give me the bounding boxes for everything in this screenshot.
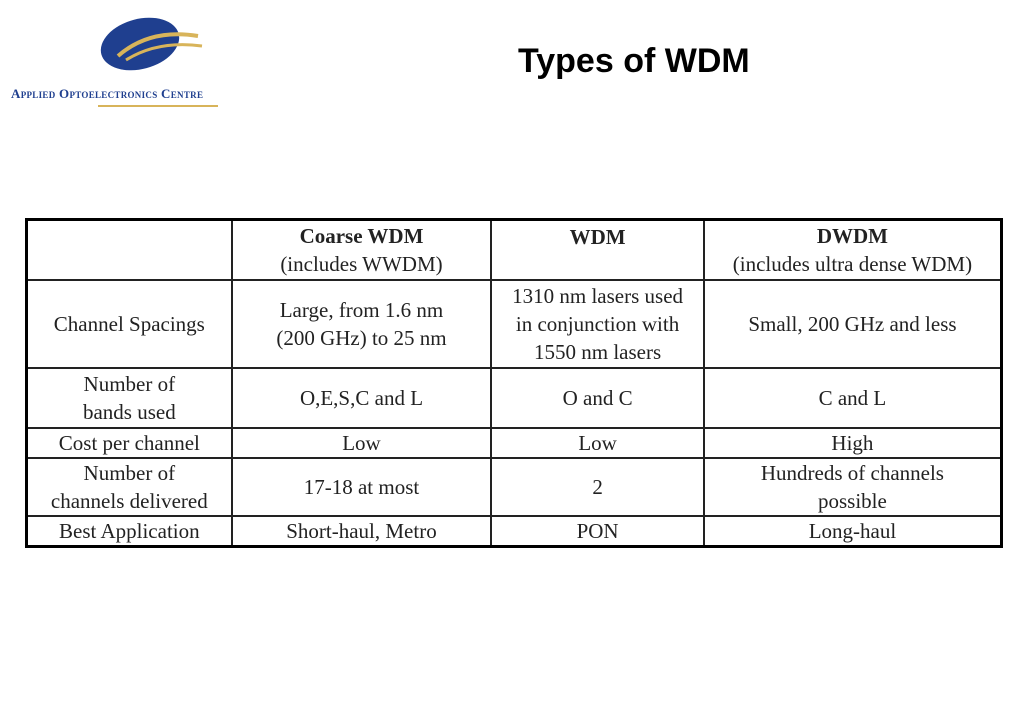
dwdm-cell: C and L (704, 368, 1002, 428)
wdm-cell: Low (491, 428, 704, 458)
row-label: Channel Spacings (27, 280, 232, 368)
logo-text: Applied Optoelectronics Centre (11, 86, 204, 101)
wdm-cell: 2 (491, 458, 704, 516)
dwdm-cell: Long-haul (704, 516, 1002, 547)
wdm-comparison-table (25, 218, 1003, 548)
logo-rule (98, 105, 218, 107)
dwdm-cell: Hundreds of channels possible (704, 458, 1002, 516)
logo (8, 8, 298, 108)
cwdm-cell: Short-haul, Metro (232, 516, 492, 547)
table-header-row (27, 220, 1002, 280)
dwdm-cell: Small, 200 GHz and less (704, 280, 1002, 368)
header-cell-dwdm: DWDM (includes ultra dense WDM) (704, 220, 1002, 280)
table-row (27, 516, 1002, 547)
row-label: Number of bands used (27, 368, 232, 428)
row-label: Cost per channel (27, 428, 232, 458)
dwdm-cell: High (704, 428, 1002, 458)
table-row (27, 368, 1002, 428)
header-cell-empty (27, 220, 232, 280)
table-row (27, 280, 1002, 368)
header-cell-cwdm: Coarse WDM (includes WWDM) (232, 220, 492, 280)
header-cell-wdm: WDM (491, 220, 704, 280)
logo-emblem-icon (98, 10, 208, 80)
cwdm-cell: Large, from 1.6 nm (200 GHz) to 25 nm (232, 280, 492, 368)
cwdm-cell: O,E,S,C and L (232, 368, 492, 428)
cwdm-cell: 17-18 at most (232, 458, 492, 516)
wdm-cell: 1310 nm lasers used in conjunction with 1550 nm lasers (491, 280, 704, 368)
wdm-cell: O and C (491, 368, 704, 428)
row-label: Number of channels delivered (27, 458, 232, 516)
cwdm-cell: Low (232, 428, 492, 458)
wdm-cell: PON (491, 516, 704, 547)
slide-title: Types of WDM (518, 42, 750, 80)
row-label: Best Application (27, 516, 232, 547)
table-row (27, 458, 1002, 516)
table-row (27, 428, 1002, 458)
